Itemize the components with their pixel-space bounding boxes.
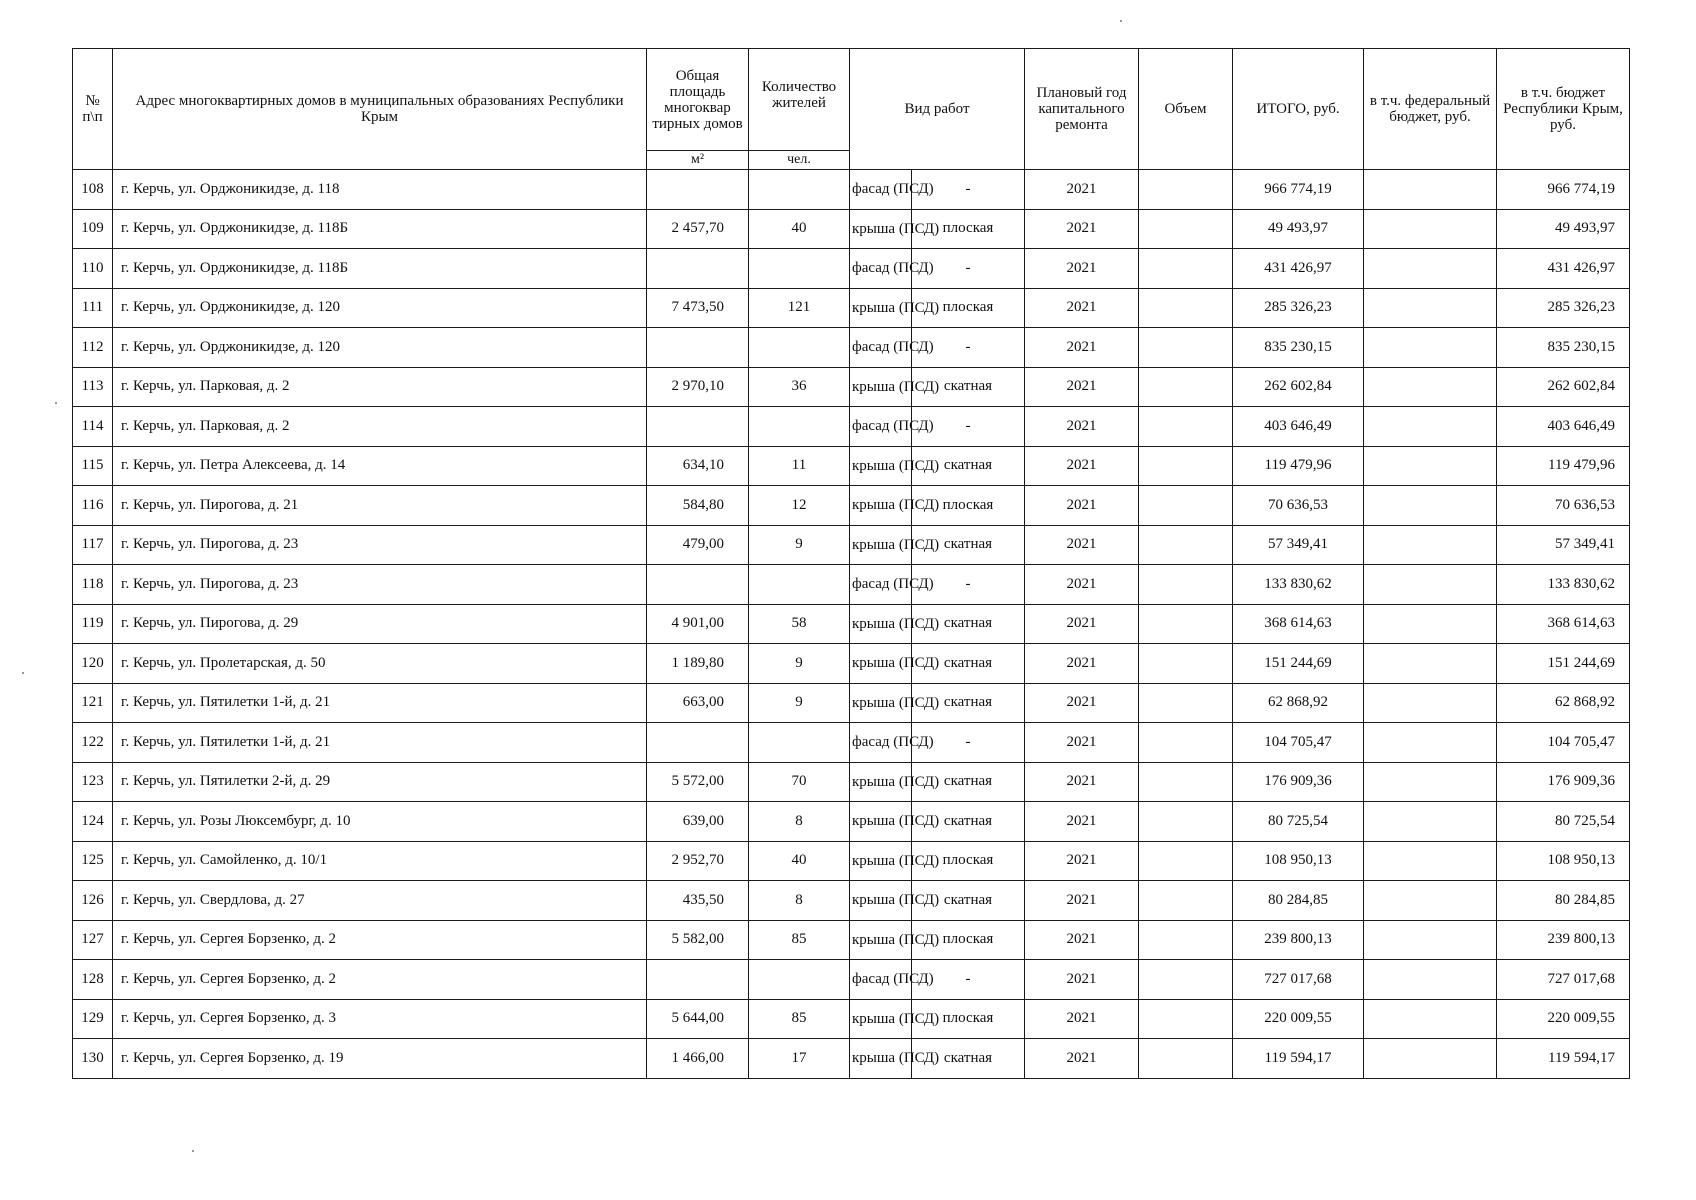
row-number: 124: [73, 802, 113, 842]
row-residents: [749, 723, 850, 763]
row-roof-type: скатная: [912, 802, 1025, 842]
table-row: [73, 644, 1630, 684]
row-residents: 9: [749, 525, 850, 565]
row-republic: 62 868,92: [1497, 683, 1630, 723]
row-volume: [1139, 288, 1233, 328]
row-republic: 176 909,36: [1497, 762, 1630, 802]
table-row: [73, 249, 1630, 289]
row-total: 431 426,97: [1233, 249, 1364, 289]
row-roof-type: скатная: [912, 604, 1025, 644]
row-address: г. Керчь, ул. Пирогова, д. 21: [113, 486, 647, 526]
row-year: 2021: [1025, 170, 1139, 210]
row-roof-type: скатная: [912, 367, 1025, 407]
row-roof-type: скатная: [912, 525, 1025, 565]
row-federal: [1364, 841, 1497, 881]
row-year: 2021: [1025, 1039, 1139, 1079]
row-federal: [1364, 367, 1497, 407]
row-area: [647, 407, 749, 447]
row-number: 113: [73, 367, 113, 407]
row-address: г. Керчь, ул. Пирогова, д. 23: [113, 565, 647, 605]
header-address: Адрес многоквартирных домов в муниципальных образованиях Республики Крым: [113, 49, 647, 170]
header-total: ИТОГО, руб.: [1233, 49, 1364, 170]
row-total: 119 479,96: [1233, 446, 1364, 486]
row-federal: [1364, 170, 1497, 210]
table-row: [73, 209, 1630, 249]
scan-speck: [55, 402, 57, 404]
row-area: 479,00: [647, 525, 749, 565]
row-republic: 151 244,69: [1497, 644, 1630, 684]
row-federal: [1364, 762, 1497, 802]
row-roof-type: плоская: [912, 841, 1025, 881]
row-total: 239 800,13: [1233, 920, 1364, 960]
row-residents: 36: [749, 367, 850, 407]
row-volume: [1139, 999, 1233, 1039]
row-work-type: крыша (ПСД): [850, 683, 912, 723]
row-residents: 85: [749, 999, 850, 1039]
row-number: 120: [73, 644, 113, 684]
row-work-type: крыша (ПСД): [850, 881, 912, 921]
row-federal: [1364, 288, 1497, 328]
row-roof-type: -: [912, 328, 1025, 368]
row-work-type: крыша (ПСД): [850, 367, 912, 407]
row-federal: [1364, 486, 1497, 526]
row-volume: [1139, 762, 1233, 802]
row-work-type: крыша (ПСД): [850, 762, 912, 802]
header-residents: Количество жителей: [749, 49, 850, 151]
row-volume: [1139, 209, 1233, 249]
row-volume: [1139, 486, 1233, 526]
header-federal: в т.ч. федеральный бюджет, руб.: [1364, 49, 1497, 170]
row-volume: [1139, 565, 1233, 605]
row-work-type: фасад (ПСД): [850, 249, 912, 289]
row-number: 112: [73, 328, 113, 368]
row-total: 176 909,36: [1233, 762, 1364, 802]
row-work-type: фасад (ПСД): [850, 960, 912, 1000]
row-total: 727 017,68: [1233, 960, 1364, 1000]
row-volume: [1139, 960, 1233, 1000]
header-residents-unit: чел.: [749, 151, 850, 170]
row-year: 2021: [1025, 683, 1139, 723]
row-area: [647, 960, 749, 1000]
row-area: 639,00: [647, 802, 749, 842]
row-number: 126: [73, 881, 113, 921]
row-address: г. Керчь, ул. Пролетарская, д. 50: [113, 644, 647, 684]
row-roof-type: скатная: [912, 446, 1025, 486]
row-republic: 70 636,53: [1497, 486, 1630, 526]
row-work-type: крыша (ПСД): [850, 802, 912, 842]
table-row: [73, 604, 1630, 644]
row-number: 128: [73, 960, 113, 1000]
row-residents: [749, 170, 850, 210]
table-row: [73, 881, 1630, 921]
row-area: 7 473,50: [647, 288, 749, 328]
row-year: 2021: [1025, 802, 1139, 842]
row-federal: [1364, 1039, 1497, 1079]
row-area: 435,50: [647, 881, 749, 921]
row-address: г. Керчь, ул. Розы Люксембург, д. 10: [113, 802, 647, 842]
row-volume: [1139, 328, 1233, 368]
row-work-type: крыша (ПСД): [850, 209, 912, 249]
row-address: г. Керчь, ул. Орджоникидзе, д. 120: [113, 328, 647, 368]
row-total: 151 244,69: [1233, 644, 1364, 684]
row-volume: [1139, 1039, 1233, 1079]
row-number: 119: [73, 604, 113, 644]
row-year: 2021: [1025, 762, 1139, 802]
row-republic: 403 646,49: [1497, 407, 1630, 447]
row-residents: 121: [749, 288, 850, 328]
row-year: 2021: [1025, 407, 1139, 447]
row-year: 2021: [1025, 960, 1139, 1000]
row-area: [647, 328, 749, 368]
row-federal: [1364, 683, 1497, 723]
row-republic: 368 614,63: [1497, 604, 1630, 644]
row-roof-type: плоская: [912, 999, 1025, 1039]
table-row: [73, 288, 1630, 328]
row-number: 111: [73, 288, 113, 328]
table-body: [73, 170, 1630, 1079]
row-number: 114: [73, 407, 113, 447]
row-volume: [1139, 604, 1233, 644]
row-total: 403 646,49: [1233, 407, 1364, 447]
row-address: г. Керчь, ул. Сергея Борзенко, д. 19: [113, 1039, 647, 1079]
row-address: г. Керчь, ул. Сергея Борзенко, д. 3: [113, 999, 647, 1039]
row-federal: [1364, 525, 1497, 565]
row-number: 130: [73, 1039, 113, 1079]
row-roof-type: скатная: [912, 881, 1025, 921]
row-work-type: фасад (ПСД): [850, 565, 912, 605]
row-federal: [1364, 249, 1497, 289]
row-address: г. Керчь, ул. Петра Алексеева, д. 14: [113, 446, 647, 486]
row-address: г. Керчь, ул. Пирогова, д. 29: [113, 604, 647, 644]
table-row: [73, 407, 1630, 447]
row-republic: 133 830,62: [1497, 565, 1630, 605]
row-federal: [1364, 644, 1497, 684]
row-residents: [749, 328, 850, 368]
row-number: 127: [73, 920, 113, 960]
row-work-type: крыша (ПСД): [850, 288, 912, 328]
row-total: 220 009,55: [1233, 999, 1364, 1039]
row-area: 663,00: [647, 683, 749, 723]
header-area-unit: м²: [647, 151, 749, 170]
row-number: 121: [73, 683, 113, 723]
row-work-type: крыша (ПСД): [850, 841, 912, 881]
row-federal: [1364, 723, 1497, 763]
table-row: [73, 486, 1630, 526]
row-residents: 8: [749, 881, 850, 921]
row-federal: [1364, 446, 1497, 486]
row-year: 2021: [1025, 841, 1139, 881]
row-roof-type: скатная: [912, 683, 1025, 723]
row-roof-type: скатная: [912, 644, 1025, 684]
scan-speck: [192, 1150, 194, 1152]
row-volume: [1139, 723, 1233, 763]
row-roof-type: -: [912, 249, 1025, 289]
row-address: г. Керчь, ул. Пятилетки 1-й, д. 21: [113, 683, 647, 723]
row-republic: 220 009,55: [1497, 999, 1630, 1039]
table-row: [73, 1039, 1630, 1079]
row-address: г. Керчь, ул. Парковая, д. 2: [113, 367, 647, 407]
row-work-type: крыша (ПСД): [850, 1039, 912, 1079]
row-total: 80 725,54: [1233, 802, 1364, 842]
row-area: 1 189,80: [647, 644, 749, 684]
table-row: [73, 960, 1630, 1000]
row-republic: 431 426,97: [1497, 249, 1630, 289]
row-area: [647, 170, 749, 210]
row-total: 368 614,63: [1233, 604, 1364, 644]
row-total: 133 830,62: [1233, 565, 1364, 605]
row-year: 2021: [1025, 486, 1139, 526]
row-residents: 9: [749, 644, 850, 684]
row-number: 108: [73, 170, 113, 210]
row-residents: [749, 249, 850, 289]
header-volume: Объем: [1139, 49, 1233, 170]
row-residents: [749, 960, 850, 1000]
row-year: 2021: [1025, 723, 1139, 763]
row-address: г. Керчь, ул. Свердлова, д. 27: [113, 881, 647, 921]
row-residents: 70: [749, 762, 850, 802]
row-total: 80 284,85: [1233, 881, 1364, 921]
row-work-type: фасад (ПСД): [850, 328, 912, 368]
row-work-type: крыша (ПСД): [850, 999, 912, 1039]
row-federal: [1364, 407, 1497, 447]
row-year: 2021: [1025, 328, 1139, 368]
row-federal: [1364, 999, 1497, 1039]
row-address: г. Керчь, ул. Самойленко, д. 10/1: [113, 841, 647, 881]
row-address: г. Керчь, ул. Пятилетки 1-й, д. 21: [113, 723, 647, 763]
scan-speck: [1120, 20, 1122, 22]
row-address: г. Керчь, ул. Пятилетки 2-й, д. 29: [113, 762, 647, 802]
row-republic: 57 349,41: [1497, 525, 1630, 565]
row-area: 5 644,00: [647, 999, 749, 1039]
row-residents: 9: [749, 683, 850, 723]
row-volume: [1139, 802, 1233, 842]
row-work-type: фасад (ПСД): [850, 170, 912, 210]
row-area: 5 572,00: [647, 762, 749, 802]
row-area: 584,80: [647, 486, 749, 526]
row-republic: 119 594,17: [1497, 1039, 1630, 1079]
row-federal: [1364, 604, 1497, 644]
row-work-type: крыша (ПСД): [850, 446, 912, 486]
row-volume: [1139, 644, 1233, 684]
row-year: 2021: [1025, 209, 1139, 249]
row-year: 2021: [1025, 644, 1139, 684]
row-roof-type: -: [912, 565, 1025, 605]
row-address: г. Керчь, ул. Сергея Борзенко, д. 2: [113, 960, 647, 1000]
row-work-type: крыша (ПСД): [850, 644, 912, 684]
row-number: 122: [73, 723, 113, 763]
row-address: г. Керчь, ул. Орджоникидзе, д. 118Б: [113, 249, 647, 289]
table-row: [73, 683, 1630, 723]
row-area: [647, 723, 749, 763]
row-residents: 58: [749, 604, 850, 644]
row-address: г. Керчь, ул. Пирогова, д. 23: [113, 525, 647, 565]
row-roof-type: -: [912, 960, 1025, 1000]
row-address: г. Керчь, ул. Орджоникидзе, д. 118Б: [113, 209, 647, 249]
row-year: 2021: [1025, 604, 1139, 644]
row-work-type: фасад (ПСД): [850, 723, 912, 763]
row-area: 2 970,10: [647, 367, 749, 407]
row-work-type: крыша (ПСД): [850, 486, 912, 526]
row-year: 2021: [1025, 249, 1139, 289]
row-number: 115: [73, 446, 113, 486]
row-republic: 835 230,15: [1497, 328, 1630, 368]
row-total: 70 636,53: [1233, 486, 1364, 526]
row-volume: [1139, 249, 1233, 289]
table-row: [73, 367, 1630, 407]
table-header: [73, 49, 1630, 170]
row-total: 104 705,47: [1233, 723, 1364, 763]
row-republic: 262 602,84: [1497, 367, 1630, 407]
row-residents: 40: [749, 209, 850, 249]
row-federal: [1364, 960, 1497, 1000]
row-year: 2021: [1025, 565, 1139, 605]
row-year: 2021: [1025, 525, 1139, 565]
row-address: г. Керчь, ул. Сергея Борзенко, д. 2: [113, 920, 647, 960]
header-year: Плановый год капитального ремонта: [1025, 49, 1139, 170]
header-work-type: Вид работ: [850, 49, 1025, 170]
row-number: 109: [73, 209, 113, 249]
row-area: 2 457,70: [647, 209, 749, 249]
row-federal: [1364, 565, 1497, 605]
row-number: 129: [73, 999, 113, 1039]
row-year: 2021: [1025, 999, 1139, 1039]
table-row: [73, 525, 1630, 565]
row-federal: [1364, 802, 1497, 842]
header-area: Общая площадь многоквар тирных домов: [647, 49, 749, 151]
table-row: [73, 565, 1630, 605]
row-roof-type: плоская: [912, 288, 1025, 328]
row-total: 835 230,15: [1233, 328, 1364, 368]
row-area: 5 582,00: [647, 920, 749, 960]
row-work-type: крыша (ПСД): [850, 920, 912, 960]
row-total: 966 774,19: [1233, 170, 1364, 210]
row-area: 1 466,00: [647, 1039, 749, 1079]
row-area: 634,10: [647, 446, 749, 486]
row-year: 2021: [1025, 920, 1139, 960]
row-residents: 12: [749, 486, 850, 526]
row-roof-type: скатная: [912, 762, 1025, 802]
row-republic: 80 725,54: [1497, 802, 1630, 842]
row-roof-type: плоская: [912, 209, 1025, 249]
row-year: 2021: [1025, 446, 1139, 486]
row-republic: 239 800,13: [1497, 920, 1630, 960]
table-row: [73, 328, 1630, 368]
row-total: 108 950,13: [1233, 841, 1364, 881]
row-residents: 85: [749, 920, 850, 960]
row-number: 118: [73, 565, 113, 605]
row-roof-type: -: [912, 723, 1025, 763]
row-republic: 80 284,85: [1497, 881, 1630, 921]
row-volume: [1139, 841, 1233, 881]
row-volume: [1139, 920, 1233, 960]
row-volume: [1139, 407, 1233, 447]
table-row: [73, 999, 1630, 1039]
row-area: [647, 565, 749, 605]
row-address: г. Керчь, ул. Орджоникидзе, д. 120: [113, 288, 647, 328]
row-federal: [1364, 881, 1497, 921]
row-residents: [749, 565, 850, 605]
row-area: 2 952,70: [647, 841, 749, 881]
table-row: [73, 920, 1630, 960]
row-residents: 11: [749, 446, 850, 486]
header-republic: в т.ч. бюджет Республики Крым, руб.: [1497, 49, 1630, 170]
table-row: [73, 762, 1630, 802]
row-residents: 40: [749, 841, 850, 881]
row-number: 110: [73, 249, 113, 289]
row-work-type: крыша (ПСД): [850, 525, 912, 565]
row-total: 285 326,23: [1233, 288, 1364, 328]
row-number: 123: [73, 762, 113, 802]
row-number: 116: [73, 486, 113, 526]
row-year: 2021: [1025, 881, 1139, 921]
row-number: 117: [73, 525, 113, 565]
row-volume: [1139, 367, 1233, 407]
table-row: [73, 723, 1630, 763]
row-republic: 104 705,47: [1497, 723, 1630, 763]
row-total: 262 602,84: [1233, 367, 1364, 407]
row-federal: [1364, 209, 1497, 249]
table-row: [73, 446, 1630, 486]
row-federal: [1364, 328, 1497, 368]
table-row: [73, 802, 1630, 842]
row-volume: [1139, 683, 1233, 723]
row-year: 2021: [1025, 288, 1139, 328]
row-area: 4 901,00: [647, 604, 749, 644]
row-volume: [1139, 170, 1233, 210]
row-area: [647, 249, 749, 289]
row-roof-type: плоская: [912, 920, 1025, 960]
row-roof-type: -: [912, 170, 1025, 210]
row-volume: [1139, 446, 1233, 486]
row-federal: [1364, 920, 1497, 960]
row-residents: [749, 407, 850, 447]
row-republic: 119 479,96: [1497, 446, 1630, 486]
row-volume: [1139, 525, 1233, 565]
row-address: г. Керчь, ул. Парковая, д. 2: [113, 407, 647, 447]
row-total: 62 868,92: [1233, 683, 1364, 723]
row-total: 49 493,97: [1233, 209, 1364, 249]
row-volume: [1139, 881, 1233, 921]
row-republic: 285 326,23: [1497, 288, 1630, 328]
table-row: [73, 841, 1630, 881]
row-roof-type: -: [912, 407, 1025, 447]
row-total: 57 349,41: [1233, 525, 1364, 565]
repair-program-table: [72, 48, 1630, 1079]
row-republic: 49 493,97: [1497, 209, 1630, 249]
row-roof-type: плоская: [912, 486, 1025, 526]
row-number: 125: [73, 841, 113, 881]
row-republic: 108 950,13: [1497, 841, 1630, 881]
row-year: 2021: [1025, 367, 1139, 407]
row-total: 119 594,17: [1233, 1039, 1364, 1079]
row-work-type: фасад (ПСД): [850, 407, 912, 447]
table-row: [73, 170, 1630, 210]
header-num: № п\п: [73, 49, 113, 170]
scan-speck: [22, 672, 24, 674]
row-residents: 17: [749, 1039, 850, 1079]
row-address: г. Керчь, ул. Орджоникидзе, д. 118: [113, 170, 647, 210]
row-republic: 727 017,68: [1497, 960, 1630, 1000]
row-work-type: крыша (ПСД): [850, 604, 912, 644]
row-residents: 8: [749, 802, 850, 842]
row-republic: 966 774,19: [1497, 170, 1630, 210]
row-roof-type: скатная: [912, 1039, 1025, 1079]
